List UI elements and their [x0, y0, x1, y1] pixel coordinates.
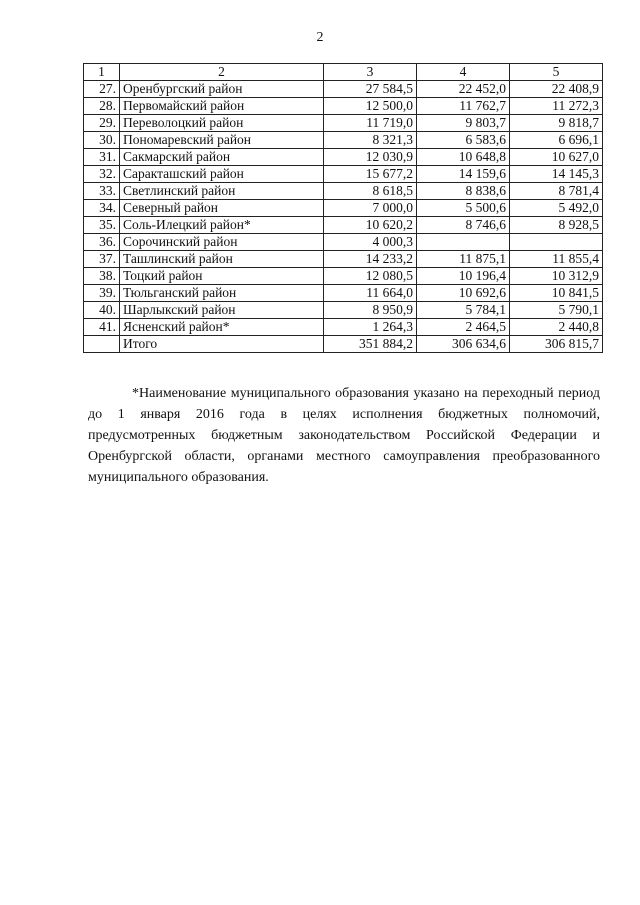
- row-number: 28.: [84, 98, 120, 115]
- total-col-5: 306 815,7: [510, 336, 603, 353]
- table-row: [84, 183, 603, 200]
- value-col-3: 8 950,9: [324, 302, 417, 319]
- header-col-3: 3: [324, 64, 417, 81]
- total-number-cell: [84, 336, 120, 353]
- total-col-4: 306 634,6: [417, 336, 510, 353]
- value-col-5: 22 408,9: [510, 81, 603, 98]
- table-row: [84, 268, 603, 285]
- value-col-4: 8 838,6: [417, 183, 510, 200]
- table-header-row: [84, 64, 603, 81]
- table-row: [84, 98, 603, 115]
- row-number: 34.: [84, 200, 120, 217]
- district-name: Ташлинский район: [120, 251, 324, 268]
- value-col-3: 12 500,0: [324, 98, 417, 115]
- value-col-5: 8 928,5: [510, 217, 603, 234]
- value-col-4: 6 583,6: [417, 132, 510, 149]
- row-number: 41.: [84, 319, 120, 336]
- value-col-4: [417, 234, 510, 251]
- value-col-4: 11 875,1: [417, 251, 510, 268]
- value-col-3: 1 264,3: [324, 319, 417, 336]
- value-col-4: 10 196,4: [417, 268, 510, 285]
- table-row: [84, 200, 603, 217]
- row-number: 29.: [84, 115, 120, 132]
- budget-table: [83, 63, 603, 353]
- district-name: Первомайский район: [120, 98, 324, 115]
- value-col-5: 9 818,7: [510, 115, 603, 132]
- value-col-4: 10 648,8: [417, 149, 510, 166]
- value-col-3: 11 719,0: [324, 115, 417, 132]
- value-col-3: 11 664,0: [324, 285, 417, 302]
- value-col-5: 14 145,3: [510, 166, 603, 183]
- row-number: 40.: [84, 302, 120, 319]
- value-col-3: 4 000,3: [324, 234, 417, 251]
- district-name: Северный район: [120, 200, 324, 217]
- row-number: 38.: [84, 268, 120, 285]
- value-col-5: 5 492,0: [510, 200, 603, 217]
- row-number: 31.: [84, 149, 120, 166]
- value-col-4: 5 784,1: [417, 302, 510, 319]
- total-row: [84, 336, 603, 353]
- row-number: 27.: [84, 81, 120, 98]
- value-col-3: 7 000,0: [324, 200, 417, 217]
- value-col-5: 11 855,4: [510, 251, 603, 268]
- district-name: Саракташский район: [120, 166, 324, 183]
- value-col-4: 11 762,7: [417, 98, 510, 115]
- value-col-4: 2 464,5: [417, 319, 510, 336]
- value-col-5: 2 440,8: [510, 319, 603, 336]
- district-name: Шарлыкский район: [120, 302, 324, 319]
- header-col-4: 4: [417, 64, 510, 81]
- table-row: [84, 319, 603, 336]
- row-number: 36.: [84, 234, 120, 251]
- table-row: [84, 217, 603, 234]
- table-row: [84, 251, 603, 268]
- row-number: 30.: [84, 132, 120, 149]
- value-col-5: 10 627,0: [510, 149, 603, 166]
- value-col-5: 11 272,3: [510, 98, 603, 115]
- row-number: 33.: [84, 183, 120, 200]
- row-number: 32.: [84, 166, 120, 183]
- value-col-5: 10 841,5: [510, 285, 603, 302]
- district-name: Сорочинский район: [120, 234, 324, 251]
- table-row: [84, 115, 603, 132]
- total-col-3: 351 884,2: [324, 336, 417, 353]
- value-col-3: 8 618,5: [324, 183, 417, 200]
- value-col-3: 14 233,2: [324, 251, 417, 268]
- value-col-5: 10 312,9: [510, 268, 603, 285]
- footnote: [88, 383, 600, 488]
- value-col-3: 10 620,2: [324, 217, 417, 234]
- table-row: [84, 285, 603, 302]
- header-col-1: 1: [84, 64, 120, 81]
- table-row: [84, 149, 603, 166]
- value-col-5: 8 781,4: [510, 183, 603, 200]
- row-number: 35.: [84, 217, 120, 234]
- table-row: [84, 132, 603, 149]
- value-col-5: 5 790,1: [510, 302, 603, 319]
- row-number: 37.: [84, 251, 120, 268]
- value-col-5: [510, 234, 603, 251]
- district-name: Тюльганский район: [120, 285, 324, 302]
- total-label: Итого: [120, 336, 324, 353]
- footnote-text: *Наименование муниципального образования указано на переходный период до 1 января 2016 года в целях исполнения бюджетных полномочий, предусмотренных бюджетным законодательством Российской Федерации и Оренбургской области, органами местного самоуправления преобразованного муниципального образования.: [88, 386, 600, 485]
- table-row: [84, 302, 603, 319]
- table-row: [84, 166, 603, 183]
- value-col-3: 12 030,9: [324, 149, 417, 166]
- value-col-3: 12 080,5: [324, 268, 417, 285]
- value-col-3: 27 584,5: [324, 81, 417, 98]
- page-number: 2: [316, 30, 324, 45]
- district-name: Оренбургский район: [120, 81, 324, 98]
- value-col-5: 6 696,1: [510, 132, 603, 149]
- district-name: Соль-Илецкий район*: [120, 217, 324, 234]
- row-number: 39.: [84, 285, 120, 302]
- header-col-5: 5: [510, 64, 603, 81]
- budget-table-body: [84, 64, 603, 353]
- value-col-3: 8 321,3: [324, 132, 417, 149]
- district-name: Светлинский район: [120, 183, 324, 200]
- value-col-4: 14 159,6: [417, 166, 510, 183]
- district-name: Пономаревский район: [120, 132, 324, 149]
- district-name: Переволоцкий район: [120, 115, 324, 132]
- header-col-2: 2: [120, 64, 324, 81]
- value-col-3: 15 677,2: [324, 166, 417, 183]
- district-name: Ясненский район*: [120, 319, 324, 336]
- value-col-4: 10 692,6: [417, 285, 510, 302]
- table-row: [84, 234, 603, 251]
- table-row: [84, 81, 603, 98]
- district-name: Тоцкий район: [120, 268, 324, 285]
- value-col-4: 9 803,7: [417, 115, 510, 132]
- value-col-4: 22 452,0: [417, 81, 510, 98]
- district-name: Сакмарский район: [120, 149, 324, 166]
- value-col-4: 8 746,6: [417, 217, 510, 234]
- value-col-4: 5 500,6: [417, 200, 510, 217]
